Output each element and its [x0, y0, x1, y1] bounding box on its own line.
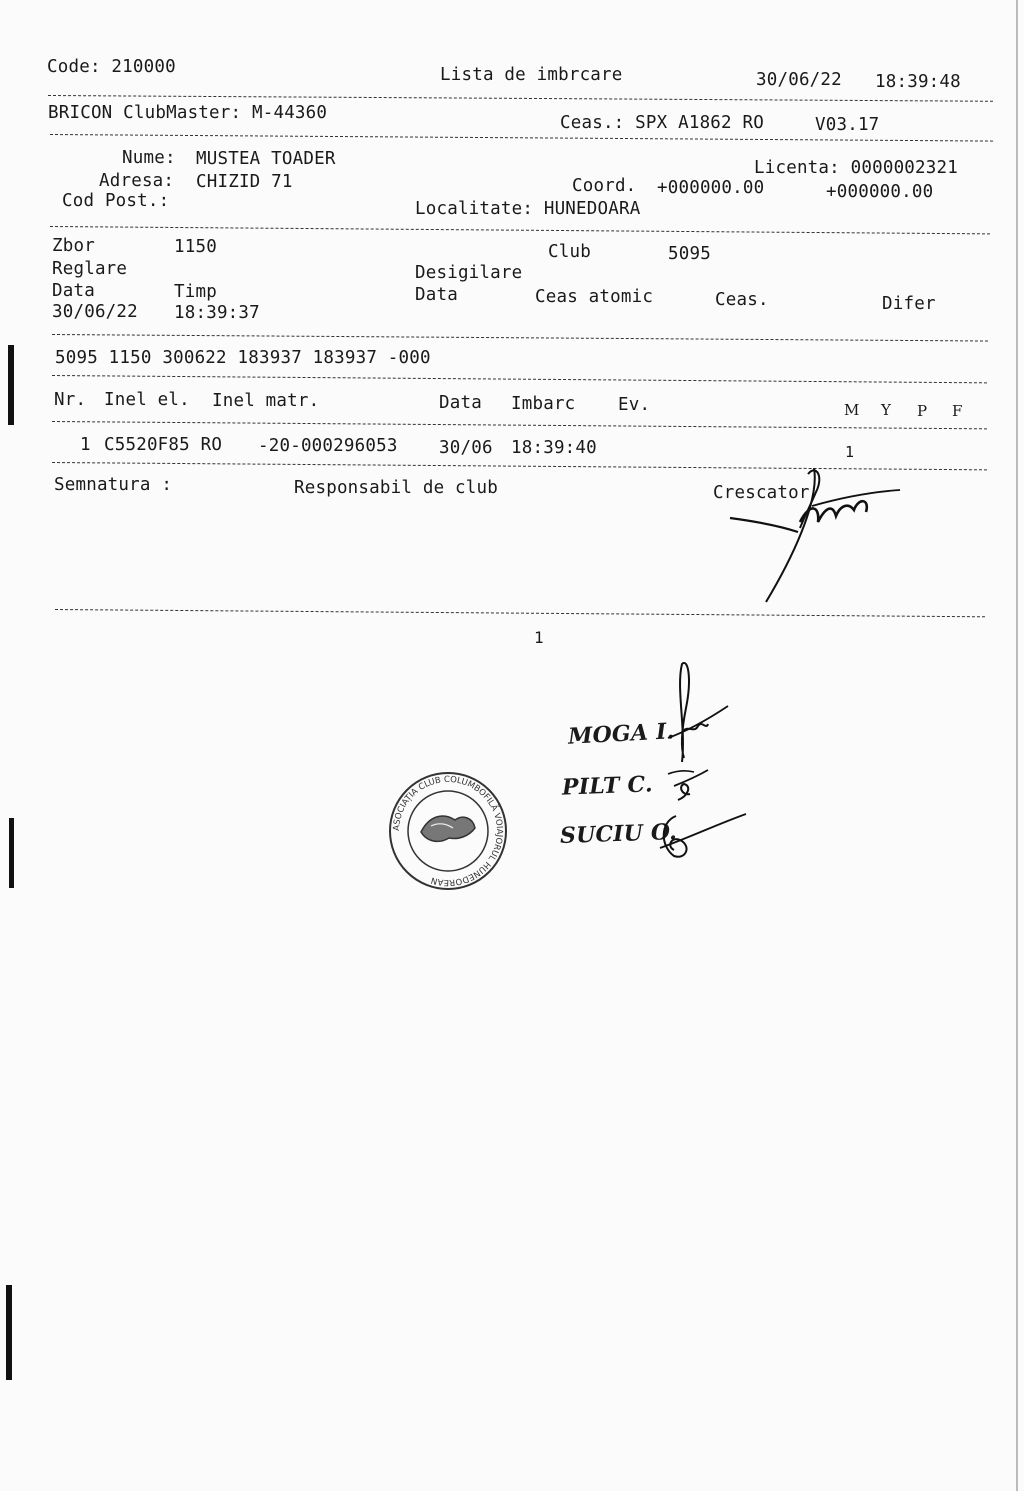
locality: Localitate: HUNEDOARA — [415, 199, 641, 219]
scan-edge-mark — [8, 345, 14, 425]
scan-edge-mark — [9, 818, 14, 888]
signature-3 — [652, 806, 752, 866]
setting-time: 18:39:37 — [174, 303, 260, 323]
firmware-version: V03.17 — [815, 115, 880, 135]
row-nr: 1 — [80, 435, 91, 455]
header-date: 30/06/22 — [756, 70, 842, 90]
club-number: 5095 — [668, 244, 711, 264]
flight-label: Zbor — [52, 236, 95, 256]
club-label: Club — [548, 242, 591, 262]
club-responsible-label: Responsabil de club — [294, 478, 498, 498]
handwritten-name-2: PILT C. — [561, 771, 654, 801]
col-imbarc: Imbarc — [511, 394, 576, 414]
flight-number: 1150 — [174, 237, 217, 257]
col-data: Data — [439, 393, 482, 413]
code-line: 5095 1150 300622 183937 183937 -000 — [55, 348, 431, 368]
header-time: 18:39:48 — [875, 72, 961, 92]
signature-1 — [660, 658, 740, 768]
row-data: 30/06 — [439, 438, 493, 458]
breeder-label: Crescator — [713, 483, 810, 503]
svg-text:ASOCIAȚIA CLUB COLUMBOFILĂ VOI: ASOCIAȚIA CLUB COLUMBOFILĂ VOIAJORUL HUNEDOREAN — [391, 774, 505, 888]
coord-x: +000000.00 — [657, 178, 765, 198]
page-number: 1 — [534, 628, 544, 647]
owner-address: CHIZID 71 — [196, 172, 293, 192]
divider — [50, 226, 990, 234]
divider — [48, 95, 993, 102]
atomic-clock-label: Ceas atomic — [535, 287, 654, 307]
divider — [52, 421, 987, 429]
owner-name: MUSTEA TOADER — [196, 149, 336, 169]
setting-date: 30/06/22 — [52, 302, 138, 322]
divider — [52, 375, 987, 383]
divider — [55, 609, 985, 617]
setting-label: Reglare — [52, 259, 128, 279]
scan-edge-mark — [6, 1285, 12, 1380]
col-f: F — [952, 402, 963, 420]
row-inel-el: C5520F85 RO — [104, 435, 223, 455]
clock-label: Ceas. — [715, 290, 769, 310]
license-number: Licenta: 0000002321 — [754, 158, 958, 178]
row-imbarc: 18:39:40 — [511, 438, 597, 458]
col-p: P — [917, 402, 928, 420]
unseal-date-label: Data — [415, 285, 458, 305]
divider — [50, 134, 993, 142]
row-m: 1 — [845, 443, 855, 461]
name-label: Nume: — [122, 148, 176, 168]
col-inel-el: Inel el. — [104, 390, 190, 410]
clock-id: Ceas.: SPX A1862 RO — [560, 113, 764, 133]
unsealing-label: Desigilare — [415, 263, 523, 283]
address-label: Adresa: — [99, 171, 175, 191]
col-inel-matr: Inel matr. — [212, 391, 320, 411]
divider — [52, 334, 988, 342]
date-label: Data — [52, 281, 95, 301]
signature-label: Semnatura : — [54, 475, 173, 495]
club-stamp — [387, 770, 509, 892]
clubmaster-id: BRICON ClubMaster: M-44360 — [48, 103, 328, 123]
col-nr: Nr. — [54, 390, 87, 410]
breeder-signature — [720, 462, 910, 607]
code-label: Code: 210000 — [47, 57, 176, 77]
document-title: Lista de imbrcare — [440, 65, 623, 85]
postal-code-label: Cod Post.: — [62, 191, 170, 211]
row-inel-matr: -20-000296053 — [258, 436, 398, 456]
col-m: M — [844, 401, 860, 419]
coord-y: +000000.00 — [826, 182, 934, 202]
scan-edge-mark — [1016, 0, 1018, 1491]
col-y: Y — [881, 401, 892, 419]
handwritten-name-3: SUCIU O. — [559, 818, 678, 850]
col-ev: Ev. — [618, 395, 651, 415]
coord-label: Coord. — [572, 176, 637, 196]
time-label: Timp — [174, 282, 217, 302]
difference-label: Difer — [882, 294, 936, 314]
handwritten-name-1: MOGA I. — [567, 718, 675, 750]
